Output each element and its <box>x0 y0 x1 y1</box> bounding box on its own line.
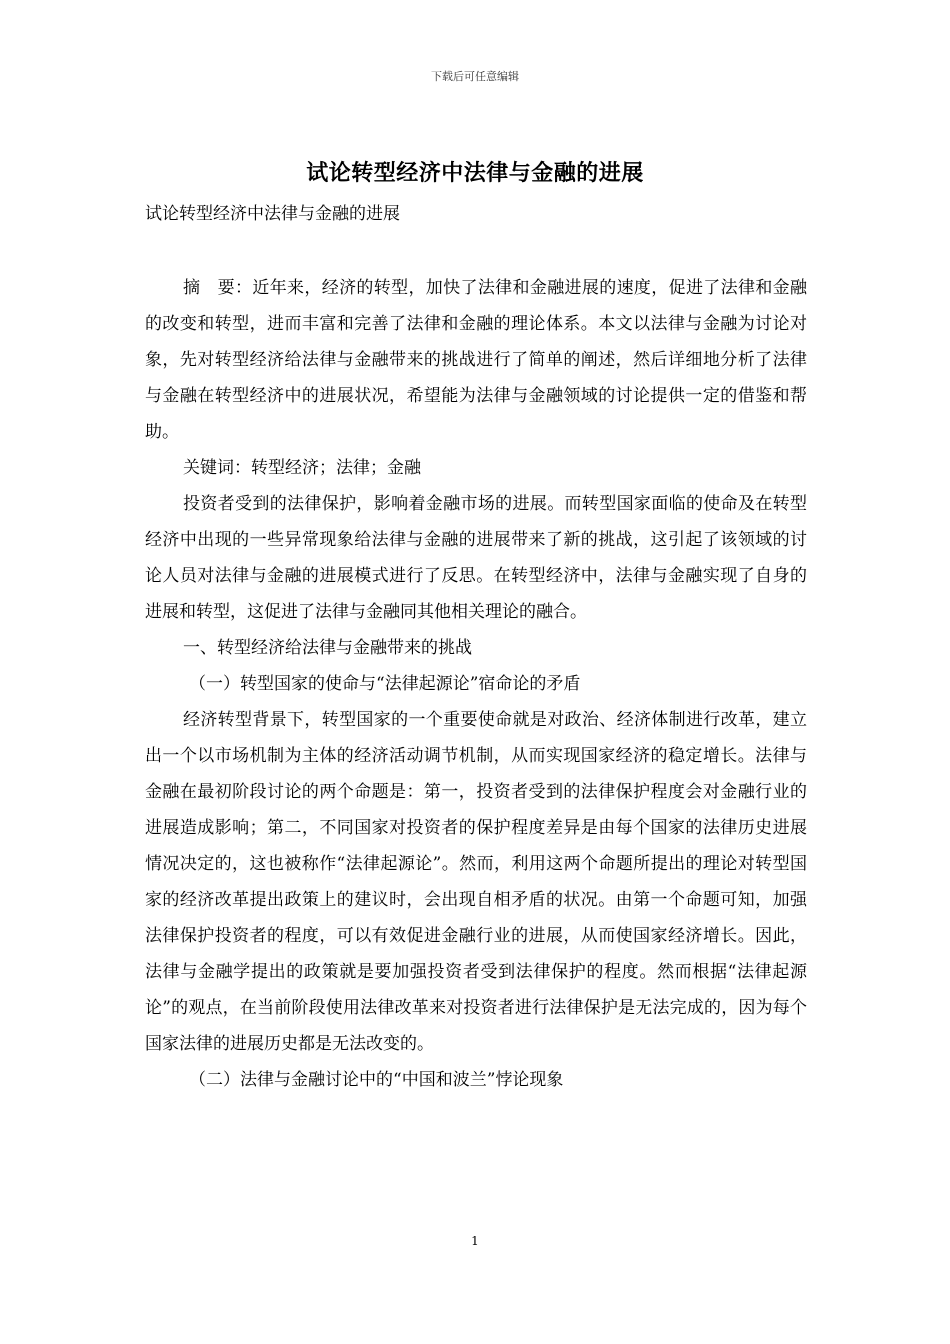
keywords-line: 关键词：转型经济；法律；金融 <box>183 458 421 478</box>
page-number: 1 <box>471 1234 479 1248</box>
abstract-paragraph: 摘 要：近年来，经济的转型，加快了法律和金融进展的速度，促进了法律和金融的改变和转型，进而丰富和完善了法律和金融的理论体系。本文以法律与金融为讨论对象，先对转型经济给法律与金融带来的挑战进行了简单的阐述，然后详细地分析了法律与金融在转型经济中的进展状况，希望能为法律与金融领域的讨论提供一定的借鉴和帮助。 <box>145 278 807 442</box>
document-title: 试论转型经济中法律与金融的进展 <box>306 160 644 186</box>
subsection-heading-1-2: （二）法律与金融讨论中的“中国和波兰”悖论现象 <box>189 1070 564 1090</box>
intro-paragraph: 投资者受到的法律保护，影响着金融市场的进展。而转型国家面临的使命及在转型经济中出现的一些异常现象给法律与金融的进展带来了新的挑战，这引起了该领域的讨论人员对法律与金融的进展模式进行了反思。在转型经济中，法律与金融实现了自身的进展和转型，这促进了法律与金融同其他相关理论的融合。 <box>145 494 807 622</box>
document-subtitle: 试论转型经济中法律与金融的进展 <box>145 204 400 224</box>
subsection-heading-1-1: （一）转型国家的使命与“法律起源论”宿命论的矛盾 <box>189 674 581 694</box>
blank-line <box>145 232 807 270</box>
page-header: 下载后可任意编辑 <box>431 70 519 83</box>
document-body <box>145 196 807 1098</box>
body-paragraph-1: 经济转型背景下，转型国家的一个重要使命就是对政治、经济体制进行改革，建立出一个以市场机制为主体的经济活动调节机制，从而实现国家经济的稳定增长。法律与金融在最初阶段讨论的两个命题是：第一，投资者受到的法律保护程度会对金融行业的进展造成影响；第二，不同国家对投资者的保护程度差异是由每个国家的法律历史进展情况决定的，这也被称作“法律起源论”。然而，利用这两个命题所提出的理论对转型国家的经济改革提出政策上的建议时，会出现自相矛盾的状况。由第一个命题可知，加强法律保护投资者的程度，可以有效促进金融行业的进展，从而使国家经济增长。因此，法律与金融学提出的政策就是要加强投资者受到法律保护的程度。然而根据“法律起源论”的观点，在当前阶段使用法律改革来对投资者进行法律保护是无法完成的，因为每个国家法律的进展历史都是无法改变的。 <box>145 710 807 1054</box>
section-heading-1: 一、转型经济给法律与金融带来的挑战 <box>183 638 472 658</box>
